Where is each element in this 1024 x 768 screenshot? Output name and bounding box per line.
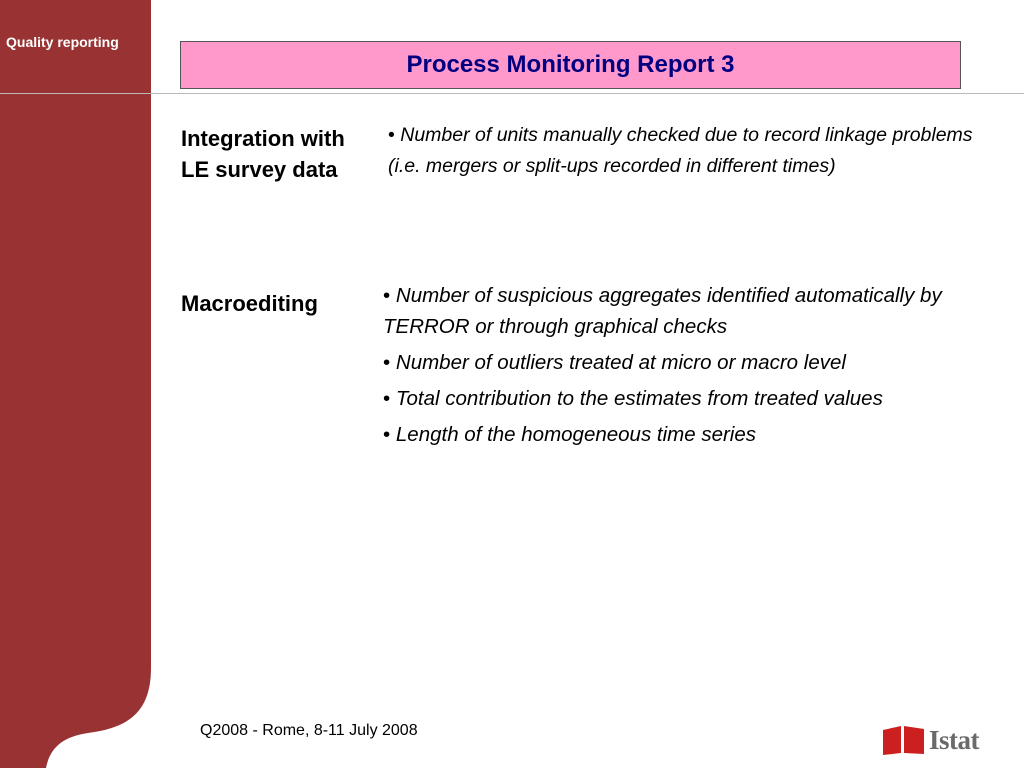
bullet-item — [383, 419, 1013, 450]
bullet-item — [388, 120, 988, 182]
bullet-text: Total contribution to the estimates from treated values — [395, 387, 883, 410]
bullet-dot: • — [388, 124, 395, 146]
bullet-item — [383, 280, 1013, 342]
bullet-dot: • — [383, 387, 391, 410]
bullet-text: Number of outliers treated at micro or macro level — [395, 351, 846, 374]
bullet-list-integration — [388, 120, 988, 182]
istat-logo-text: Istat — [929, 725, 979, 755]
bullet-dot: • — [383, 423, 391, 446]
bullet-text: Number of suspicious aggregates identified automatically by TERROR or through graphical checks — [383, 284, 942, 338]
bullet-list-macroediting — [383, 280, 1013, 455]
bullet-item — [383, 383, 1013, 414]
bullet-dot: • — [383, 351, 391, 374]
heading-macroediting: Macroediting — [181, 291, 318, 316]
title-box — [180, 41, 961, 89]
slide-title: Process Monitoring Report 3 — [406, 51, 735, 78]
istat-logo — [882, 724, 982, 756]
sidebar-background — [0, 0, 160, 768]
bullet-item — [383, 347, 1013, 378]
footer-conference: Q2008 - Rome, 8-11 July 2008 — [200, 722, 418, 739]
bullet-text: Number of units manually checked due to record linkage problems (i.e. mergers or split-ups recorded in different times) — [388, 124, 973, 177]
bullet-dot: • — [383, 284, 391, 307]
istat-logo-mark-icon — [882, 724, 928, 756]
section-label: Quality reporting — [6, 34, 119, 50]
header-divider — [0, 93, 1024, 94]
bullet-text: Length of the homogeneous time series — [395, 423, 757, 446]
heading-integration: Integration with LE survey data — [181, 126, 345, 182]
